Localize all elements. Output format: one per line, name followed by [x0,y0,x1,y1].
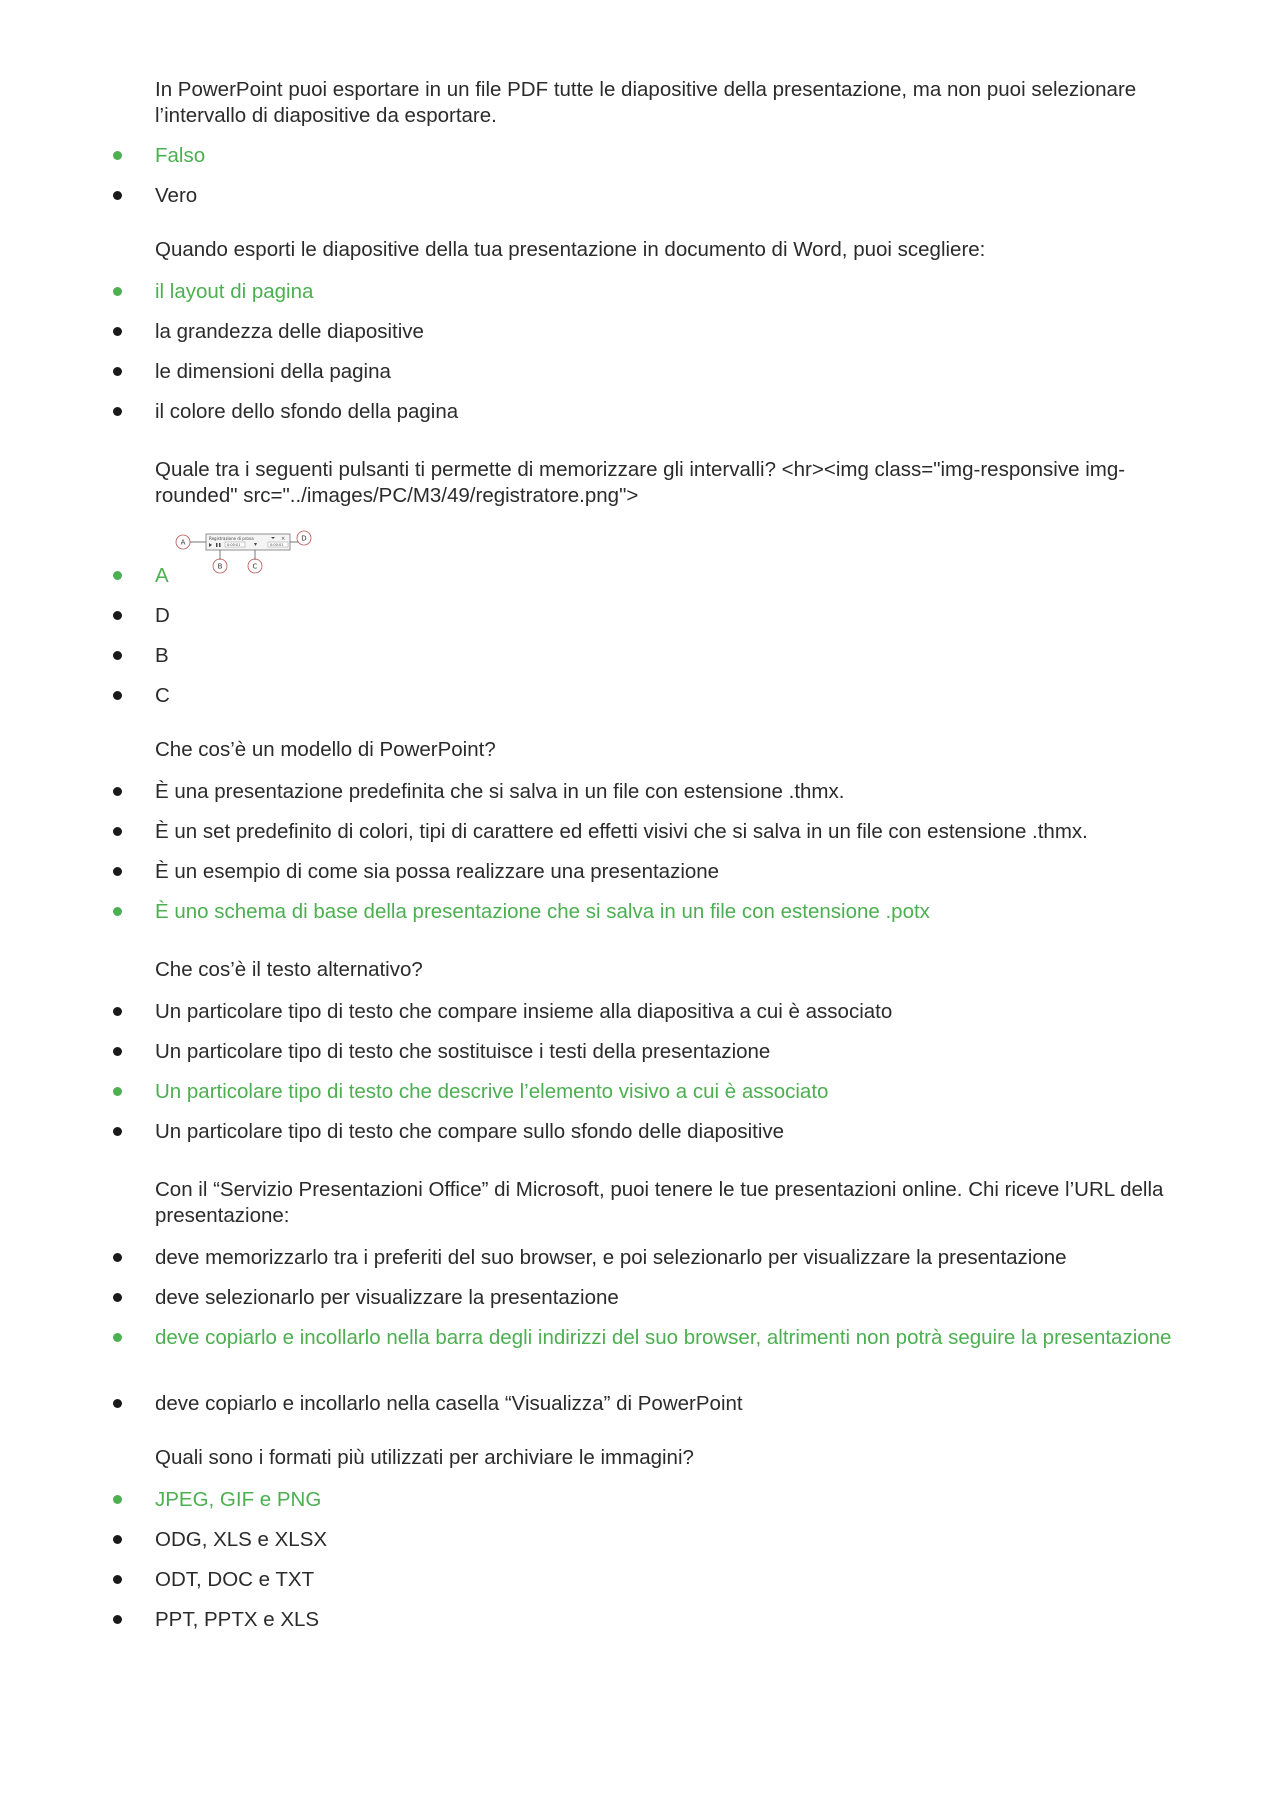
answer-option[interactable] [0,359,1280,385]
answer-label: Un particolare tipo di testo che compare insieme alla diapositiva a cui è associato [155,1000,893,1023]
answer-option[interactable] [0,899,1280,925]
bullet-icon [113,1535,122,1544]
answer-option[interactable] [0,1119,1280,1145]
svg-text:×: × [281,536,286,542]
toolbar-text: Registrazione di prova [209,536,254,541]
bullet-icon [113,1575,122,1584]
correct-bullet-icon [113,907,122,916]
answer-option[interactable] [0,563,1280,589]
answer-label: deve memorizzarlo tra i preferiti del suo browser, e poi selezionarlo per visualizzare la presentazione [155,1246,1067,1269]
answer-label: È una presentazione predefinita che si salva in un file con estensione .thmx. [155,780,845,803]
answer-option[interactable] [0,1527,1280,1553]
answer-label: È un set predefinito di colori, tipi di carattere ed effetti visivi che si salva in un file con estensione .thmx. [155,820,1088,843]
bullet-icon [113,367,122,376]
question-text: Quando esporti le diapositive della tua presentazione in documento di Word, puoi scegliere: [155,238,986,261]
answer-label: B [155,644,169,667]
bullet-icon [113,651,122,660]
answer-option[interactable] [0,399,1280,425]
question-text: Che cos’è il testo alternativo? [155,958,423,981]
bullet-icon [113,1127,122,1136]
timer-right: 0:00:01 [270,543,284,547]
answer-option[interactable] [0,143,1280,169]
bullet-icon [113,611,122,620]
correct-bullet-icon [113,571,122,580]
answer-option[interactable] [0,183,1280,209]
question-text: Quali sono i formati più utilizzati per archiviare le immagini? [155,1446,694,1469]
answer-label: D [155,604,170,627]
answer-label: JPEG, GIF e PNG [155,1488,322,1511]
answer-label: A [155,564,169,587]
bullet-icon [113,1615,122,1624]
bullet-icon [113,1293,122,1302]
bullet-icon [113,691,122,700]
answer-label: Un particolare tipo di testo che compare sullo sfondo delle diapositive [155,1120,785,1143]
answer-label: Un particolare tipo di testo che sostituisce i testi della presentazione [155,1040,771,1063]
answer-option[interactable] [0,1391,1280,1417]
bullet-icon [113,407,122,416]
answer-option[interactable] [0,1487,1280,1513]
answer-label: le dimensioni della pagina [155,360,391,383]
question-text: Con il “Servizio Presentazioni Office” di Microsoft, puoi tenere le tue presentazioni online. Chi riceve l’URL della presentazione: [155,1178,1164,1227]
answer-label: È uno schema di base della presentazione che si salva in un file con estensione .potx [155,900,930,923]
answer-label: deve copiarlo e incollarlo nella casella “Visualizza” di PowerPoint [155,1392,743,1415]
question-text: Quale tra i seguenti pulsanti ti permette di memorizzare gli intervalli? <hr><img class="img-responsive img-rounded" src="../images/PC/M3/49/registratore.png"> [155,458,1126,507]
answer-label: PPT, PPTX e XLS [155,1608,320,1631]
timer-left: 0:00:01 [227,543,241,547]
answer-label: ODT, DOC e TXT [155,1568,315,1591]
answer-label: ODG, XLS e XLSX [155,1528,328,1551]
correct-bullet-icon [113,1495,122,1504]
answer-option[interactable] [0,1079,1280,1105]
bullet-icon [113,1399,122,1408]
answer-option[interactable] [0,999,1280,1025]
callout-b: B [217,562,223,571]
bullet-icon [113,1007,122,1016]
answer-option[interactable] [0,603,1280,629]
answer-label: il layout di pagina [155,280,314,303]
answer-option[interactable] [0,1607,1280,1633]
answer-label: la grandezza delle diapositive [155,320,424,343]
answer-label: Un particolare tipo di testo che descrive l’elemento visivo a cui è associato [155,1080,829,1103]
answer-label: C [155,684,170,707]
answer-label: deve copiarlo e incollarlo nella barra degli indirizzi del suo browser, altrimenti non potrà seguire la presentazione [155,1326,1172,1349]
answer-label: Falso [155,144,206,167]
answer-label: deve selezionarlo per visualizzare la presentazione [155,1286,619,1309]
question-text: In PowerPoint puoi esportare in un file PDF tutte le diapositive della presentazione, ma non puoi selezionare l’intervallo di diapositive da esportare. [155,78,1137,127]
correct-bullet-icon [113,151,122,160]
answer-option[interactable] [0,779,1280,805]
answer-option[interactable] [0,683,1280,709]
bullet-icon [113,787,122,796]
answer-option[interactable] [0,1567,1280,1593]
bullet-icon [113,327,122,336]
correct-bullet-icon [113,1087,122,1096]
callout-c: C [252,562,258,571]
answer-option[interactable] [0,1325,1280,1377]
answer-label: È un esempio di come sia possa realizzare una presentazione [155,860,720,883]
answer-option[interactable] [0,1039,1280,1065]
answer-option[interactable] [0,279,1280,305]
callout-a: A [180,538,186,547]
answer-label: Vero [155,184,198,207]
answer-label: il colore dello sfondo della pagina [155,400,459,423]
correct-bullet-icon [113,287,122,296]
correct-bullet-icon [113,1333,122,1342]
callout-d: D [301,534,307,543]
bullet-icon [113,191,122,200]
bullet-icon [113,1047,122,1056]
answer-option[interactable] [0,1285,1280,1311]
bullet-icon [113,867,122,876]
question-text: Che cos’è un modello di PowerPoint? [155,738,496,761]
answer-option[interactable] [0,319,1280,345]
answer-option[interactable] [0,819,1280,845]
bullet-icon [113,827,122,836]
answer-option[interactable] [0,643,1280,669]
answer-option[interactable] [0,859,1280,885]
answer-option[interactable] [0,1245,1280,1271]
bullet-icon [113,1253,122,1262]
